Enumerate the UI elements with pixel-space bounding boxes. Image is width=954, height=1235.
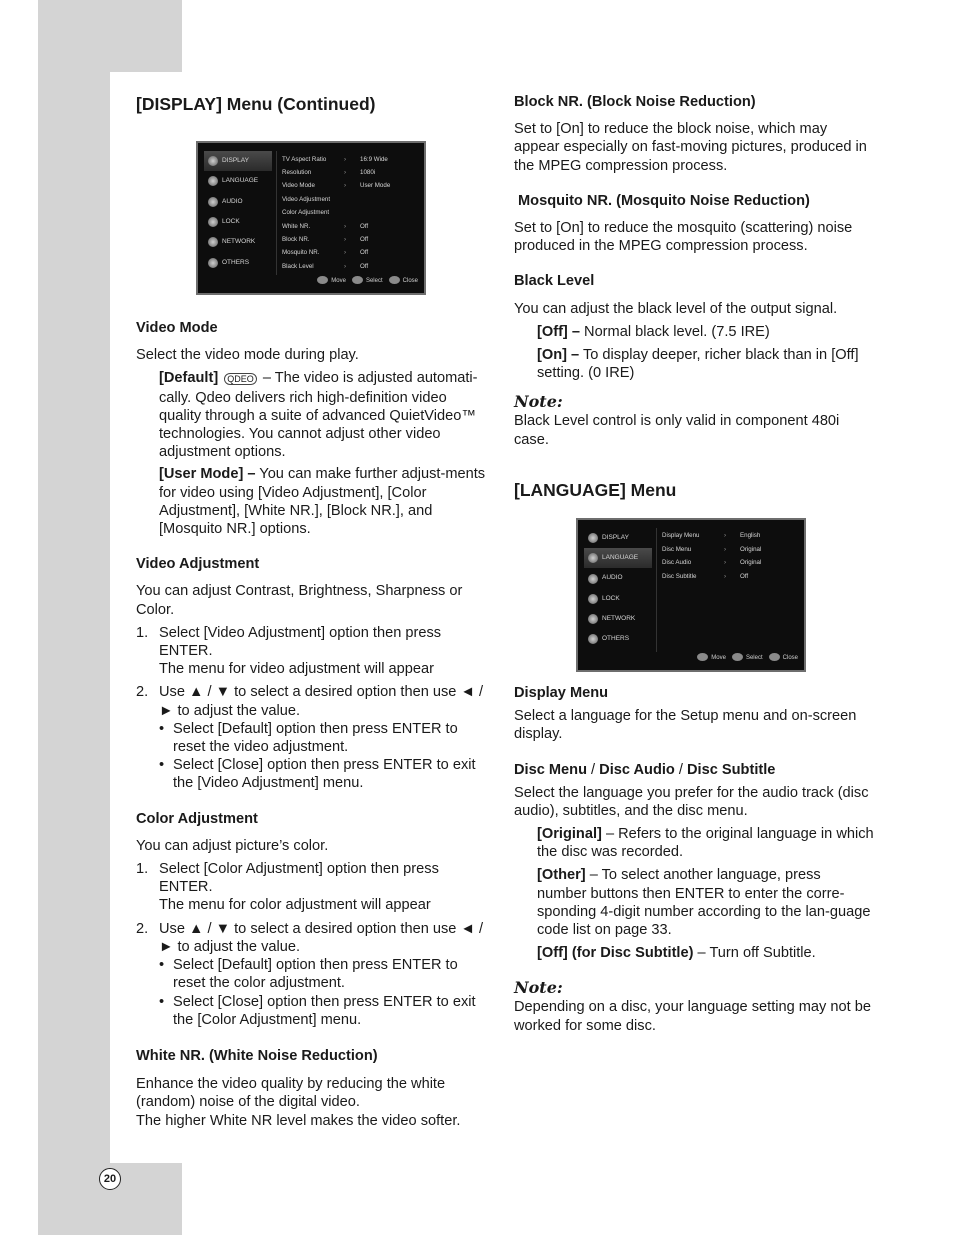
menu-footer-label: Select: [365, 277, 383, 284]
heading-disc-subtitle: Disc Subtitle: [687, 762, 776, 779]
menu-sidebar-label: NETWORK: [602, 615, 636, 623]
white-nr-text: Enhance the video quality by reducing the white (random) noise of the digital video.: [136, 1076, 446, 1111]
menu-footer-label: Close: [402, 277, 418, 284]
black-level-on: [514, 346, 874, 382]
step-number: 1.: [136, 861, 149, 878]
menu-sidebar-item: [204, 232, 272, 252]
menu-footer-label: Select: [745, 654, 763, 661]
note-label: Note:: [514, 392, 563, 412]
bullet-text: Select [Close] option then press ENTER to exit the [Color Adjustment] menu.: [173, 993, 476, 1028]
step-subtext: The menu for color adjustment will appear: [159, 897, 431, 914]
select-key-icon: [732, 653, 743, 661]
menu-category-icon: [588, 614, 598, 624]
heading-display-menu: Display Menu: [514, 684, 609, 701]
menu-option-arrow-icon: ›: [724, 545, 727, 553]
menu-divider: [656, 528, 657, 652]
step-number: 1.: [136, 624, 149, 641]
menu-option-label: Resolution: [282, 168, 312, 176]
step-number: 2.: [136, 684, 149, 701]
menu-option-arrow-icon: ›: [724, 572, 727, 580]
heading-mosquito-nr: Mosquito NR. (Mosquito Noise Reduction): [518, 192, 810, 209]
menu-sidebar-item: [204, 151, 272, 171]
step-subtext: The menu for video adjustment will appear: [159, 661, 434, 678]
menu-sidebar-item: [584, 548, 652, 568]
note-text: Black Level control is only valid in component 480i case.: [514, 413, 840, 448]
heading-separator: /: [674, 762, 688, 779]
video-adjustment-intro: You can adjust Contrast, Brightness, Sharpness or Color.: [136, 583, 463, 618]
off-subtitle-label: [Off] (for Disc Subtitle): [537, 945, 694, 962]
menu-footer-hint: [732, 649, 763, 667]
menu-option-value: English: [740, 532, 761, 540]
video-adjustment-step-2: [136, 683, 492, 719]
menu-option-label: Disc Subtitle: [662, 572, 697, 580]
mosquito-nr-text: Set to [On] to reduce the mosquito (scattering) noise produced in the MPEG compression process.: [514, 220, 853, 255]
black-level-off: [514, 323, 874, 341]
menu-option-value: Off: [740, 572, 749, 580]
menu-option-value: Original: [740, 559, 762, 567]
off-subtitle-text: – Turn off Subtitle.: [697, 945, 816, 962]
step-text: Select [Video Adjustment] option then press ENTER.: [159, 624, 442, 660]
heading-disc-menu-a: Disc Menu: [514, 762, 587, 779]
menu-option-value: 1080i: [360, 168, 376, 176]
heading-color-adjustment: Color Adjustment: [136, 810, 258, 827]
menu-option-value: 16:9 Wide: [360, 155, 388, 163]
menu-category-icon: [588, 553, 598, 563]
note-text: Depending on a disc, your language setting may not be worked for some disc.: [514, 999, 871, 1034]
menu-option-row: [662, 570, 796, 583]
move-key-icon: [697, 653, 708, 661]
menu-option-value: Off: [360, 249, 369, 257]
heading-disc-menu: [514, 761, 874, 779]
menu-footer-hint: [317, 272, 346, 290]
menu-sidebar-item: [584, 589, 652, 609]
qdeo-logo: QDEO: [224, 373, 257, 385]
original-label: [Original]: [537, 826, 602, 843]
menu-sidebar-label: LANGUAGE: [222, 177, 259, 185]
menu-option-arrow-icon: ›: [724, 532, 727, 540]
menu-category-icon: [208, 258, 218, 268]
original-text: – Refers to the original language in which the disc was recorded.: [537, 826, 874, 861]
menu-footer-label: Move: [711, 654, 726, 661]
off-text: Normal black level. (7.5 IRE): [584, 323, 770, 340]
menu-option-label: Block NR.: [282, 235, 310, 243]
menu-sidebar-item: [584, 609, 652, 629]
menu-divider: [276, 151, 277, 275]
menu-option-arrow-icon: ›: [344, 168, 347, 176]
bullet-icon: •: [159, 993, 165, 1010]
menu-footer-label: Close: [782, 654, 798, 661]
menu-option-arrow-icon: ›: [344, 222, 347, 230]
page-number: 20: [99, 1168, 121, 1190]
display-menu-text: Select a language for the Setup menu and on-screen display.: [514, 708, 857, 743]
page-margin-strip-left: [38, 72, 110, 1235]
menu-option-label: Color Adjustment: [282, 209, 330, 217]
section-title-language: [LANGUAGE] Menu: [514, 479, 677, 500]
menu-category-icon: [588, 594, 598, 604]
bullet-icon: •: [159, 757, 165, 774]
heading-block-nr: Block NR. (Block Noise Reduction): [514, 94, 756, 110]
menu-footer: [317, 272, 418, 290]
left-column: [136, 90, 492, 1130]
menu-option-label: Video Adjustment: [282, 195, 331, 203]
menu-options: [662, 530, 796, 584]
menu-sidebar-label: AUDIO: [602, 574, 623, 582]
menu-option-value: User Mode: [360, 182, 391, 190]
menu-sidebar: [204, 151, 272, 273]
user-mode-label: [User Mode] –: [159, 466, 256, 483]
menu-option-arrow-icon: ›: [344, 262, 347, 270]
menu-footer-hint: [697, 649, 726, 667]
menu-option-value: Off: [360, 222, 369, 230]
menu-category-icon: [208, 197, 218, 207]
bullet-icon: •: [159, 720, 165, 737]
menu-sidebar-item: [204, 192, 272, 212]
note-label: Note:: [514, 978, 563, 998]
menu-sidebar-item: [584, 629, 652, 649]
video-mode-user: [136, 465, 492, 538]
disc-off: [514, 944, 874, 962]
video-adjustment-step-1: [136, 624, 492, 679]
color-adjustment-bullet-default: [136, 956, 492, 992]
menu-sidebar-item: [584, 528, 652, 548]
heading-disc-audio: Disc Audio: [599, 762, 675, 779]
menu-sidebar-label: LANGUAGE: [602, 554, 639, 562]
menu-sidebar-label: LOCK: [602, 594, 620, 602]
other-label: [Other]: [537, 867, 586, 884]
off-label: [Off] –: [537, 323, 580, 340]
menu-option-label: Disc Audio: [662, 559, 692, 567]
page-margin-strip-bottom: [110, 1163, 182, 1235]
right-column: [514, 90, 874, 1035]
bullet-text: Select [Close] option then press ENTER to exit the [Video Adjustment] menu.: [173, 757, 476, 792]
menu-option-value: Off: [360, 235, 369, 243]
menu-option-arrow-icon: ›: [724, 559, 727, 567]
menu-category-icon: [208, 156, 218, 166]
bullet-text: Select [Default] option then press ENTER to reset the color adjustment.: [173, 957, 458, 992]
menu-sidebar-item: [204, 252, 272, 272]
page-margin-strip-top: [38, 0, 182, 72]
heading-separator: /: [586, 762, 600, 779]
menu-sidebar-label: AUDIO: [222, 197, 243, 205]
disc-other: [514, 866, 874, 939]
menu-category-icon: [588, 533, 598, 543]
heading-white-nr: White NR. (White Noise Reduction): [136, 1047, 378, 1064]
menu-options: [282, 153, 416, 274]
section-title-display: [DISPLAY] Menu (Continued): [136, 94, 376, 114]
menu-option-label: Display Menu: [662, 532, 700, 540]
bullet-icon: •: [159, 957, 165, 974]
step-number: 2.: [136, 920, 149, 937]
menu-category-icon: [588, 634, 598, 644]
disc-intro: Select the language you prefer for the audio track (disc audio), subtitles, and the disc menu.: [514, 784, 869, 819]
menu-option-label: White NR.: [282, 222, 311, 230]
heading-black-level: Black Level: [514, 273, 595, 290]
menu-category-icon: [588, 574, 598, 584]
video-adjustment-bullet-default: [136, 720, 492, 756]
menu-option-value: Off: [360, 262, 369, 270]
on-label: [On] –: [537, 347, 580, 364]
menu-footer-hint: [389, 272, 418, 290]
user-mode-text: You can make further adjust-ments for video using [Video Adjustment], [Color Adjustment], [White NR.], [Block NR.], and [Mosquito NR.] options.: [159, 466, 486, 538]
on-text: To display deeper, richer black than in [Off] setting. (0 IRE): [537, 347, 859, 382]
other-text: – To select another language, press number buttons then ENTER to enter the corre-sponding 4-digit number according to the lan-guage code list on page 33.: [537, 867, 871, 939]
step-text: Use ▲ / ▼ to select a desired option then use ◄ / ► to adjust the value.: [159, 920, 484, 955]
menu-sidebar-label: DISPLAY: [222, 157, 249, 165]
menu-sidebar-item: [204, 212, 272, 232]
menu-option-label: Black Level: [282, 262, 314, 270]
menu-option-label: Video Mode: [282, 182, 315, 190]
menu-sidebar-label: DISPLAY: [602, 533, 629, 541]
color-adjustment-intro: You can adjust picture’s color.: [136, 837, 329, 854]
menu-footer: [697, 649, 798, 667]
disc-original: [514, 825, 874, 861]
color-adjustment-step-2: [136, 920, 492, 956]
white-nr-text-2: The higher White NR level makes the video softer.: [136, 1112, 461, 1129]
video-mode-intro: Select the video mode during play.: [136, 347, 359, 364]
heading-video-adjustment: Video Adjustment: [136, 556, 260, 573]
color-adjustment-step-1: [136, 860, 492, 915]
menu-category-icon: [208, 176, 218, 186]
step-text: Use ▲ / ▼ to select a desired option then use ◄ / ► to adjust the value.: [159, 684, 484, 719]
menu-option-label: Disc Menu: [662, 545, 692, 553]
menu-sidebar-label: OTHERS: [222, 258, 250, 266]
menu-footer-hint: [769, 649, 798, 667]
step-text: Select [Color Adjustment] option then press ENTER.: [159, 861, 439, 896]
close-key-icon: [389, 276, 400, 284]
language-menu-screenshot: [576, 518, 806, 672]
menu-category-icon: [208, 217, 218, 227]
menu-option-arrow-icon: ›: [344, 182, 347, 190]
menu-category-icon: [208, 237, 218, 247]
video-adjustment-bullet-close: [136, 756, 492, 792]
move-key-icon: [317, 276, 328, 284]
video-mode-default: [136, 369, 492, 461]
menu-sidebar-item: [204, 171, 272, 191]
block-nr-text: Set to [On] to reduce the block noise, which may appear especially on fast-moving pictures, produced in the MPEG compression process.: [514, 121, 867, 174]
menu-footer-hint: [352, 272, 383, 290]
close-key-icon: [769, 653, 780, 661]
select-key-icon: [352, 276, 363, 284]
menu-sidebar-label: LOCK: [222, 217, 240, 225]
menu-sidebar-label: OTHERS: [602, 635, 630, 643]
display-menu-screenshot: [196, 141, 426, 295]
menu-option-arrow-icon: ›: [344, 235, 347, 243]
color-adjustment-bullet-close: [136, 993, 492, 1029]
menu-option-arrow-icon: ›: [344, 155, 347, 163]
menu-option-value: Original: [740, 545, 762, 553]
menu-sidebar-item: [584, 568, 652, 588]
black-level-intro: You can adjust the black level of the output signal.: [514, 300, 838, 317]
menu-sidebar: [584, 528, 652, 650]
bullet-text: Select [Default] option then press ENTER to reset the video adjustment.: [173, 720, 458, 756]
menu-option-label: TV Aspect Ratio: [282, 155, 327, 163]
menu-option-label: Mosquito NR.: [282, 249, 320, 257]
menu-sidebar-label: NETWORK: [222, 238, 256, 246]
menu-option-arrow-icon: ›: [344, 249, 347, 257]
heading-video-mode: Video Mode: [136, 320, 218, 336]
default-text: – The video is adjusted automati-cally. Qdeo delivers rich high-definition video quality through a suite of advanced QuietVideo™ technologies. You cannot adjust other video adjustment options.: [159, 370, 478, 461]
menu-footer-label: Move: [331, 277, 346, 284]
default-label: [Default]: [159, 370, 219, 387]
